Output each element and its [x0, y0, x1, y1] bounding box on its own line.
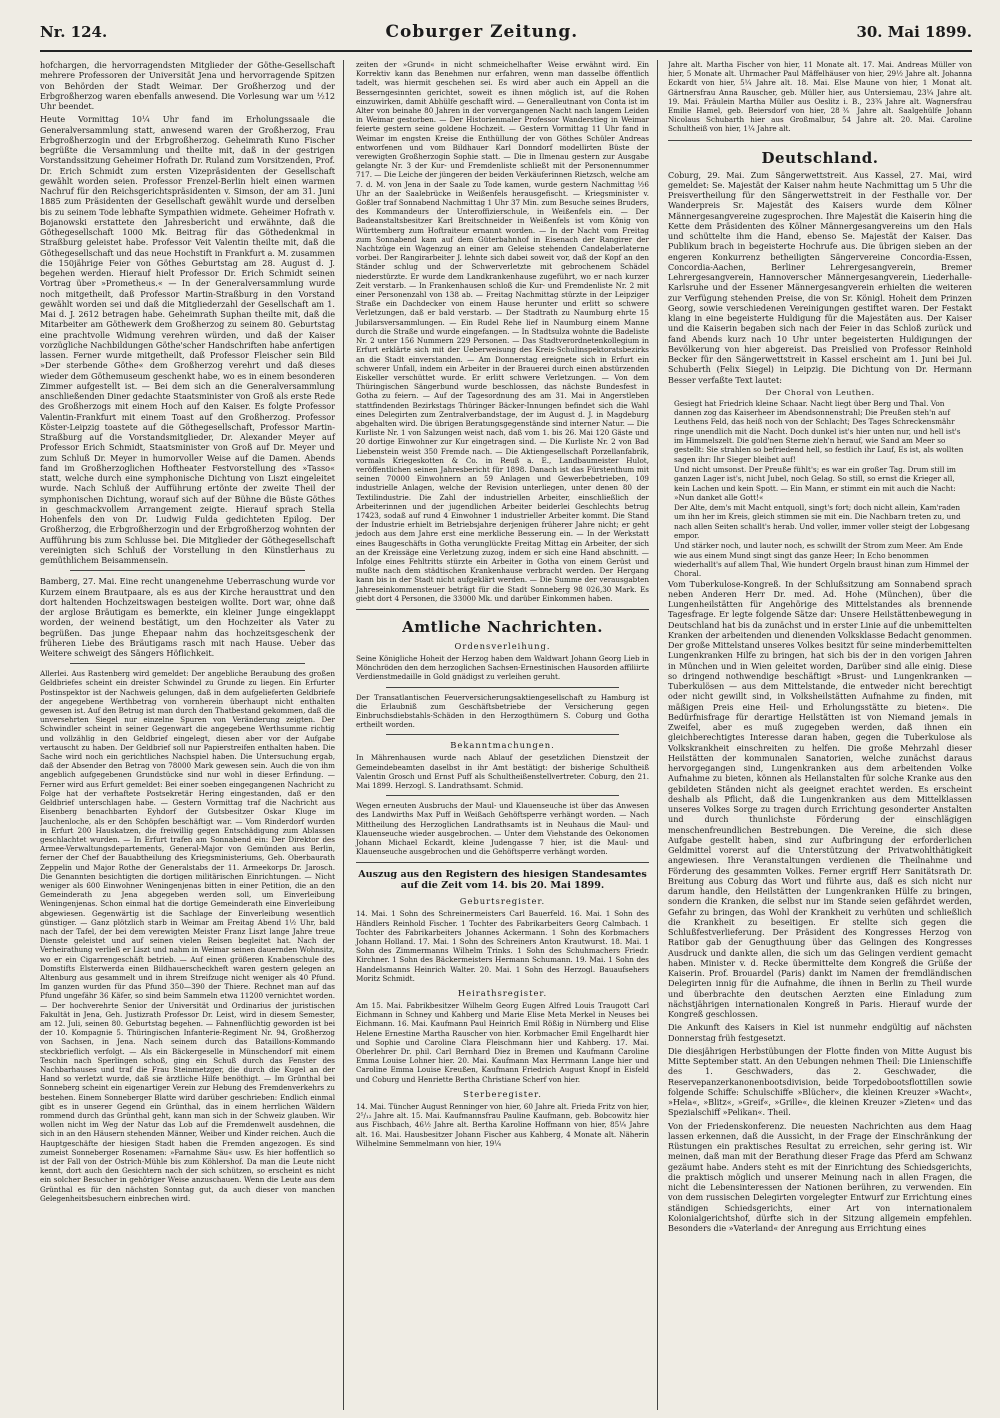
columns	[40, 60, 972, 1410]
divider	[386, 795, 619, 796]
subheading-order: Ordensverleihung.	[454, 640, 551, 651]
section-title-germany: Deutschland.	[761, 148, 879, 167]
divider	[356, 862, 649, 863]
masthead	[40, 22, 972, 52]
registry-deaths-continued: Jahre alt. Martha Fischer von hier, 11 Monate alt. 17. Mai. Andreas Müller von hier, 5 Monate alt. Uhrmacher Paul Mäffelhäuser von hier, 29½ Jahre alt. Johanna Eckardt von hier, 5¼ Jahre alt. 18. Mai. Else Maune von hier, 1 Monat alt. Gärtnersfrau Anna Rauscher, geb. Müller hier, aus Untersiemau, 23¼ Jahre alt. 19. Mai. Fräulein Martha Müller aus Oeslitz i. B., 23¾ Jahre alt. Wagnersfrau Emilie Hamel, geb. Beiersdorf von hier, 28⅗ Jahre alt. Saalgehülfe Johann Nicolaus Schubarth hier aus Großmalbur, 54 Jahre alt. 20. Mai. Caroline Schultheiß von hier, 1¼ Jahre alt.	[668, 60, 972, 134]
registry-marriages: Am 15. Mai. Fabrikbesitzer Wilhelm Georg Eugen Alfred Louis Traugott Carl Eichmann in Schney und Kahberg und Marie Elise Meta Merkel in Neuses bei Eichmann. 16. Mai. Kaufmann Paul Heinrich Emil Rößig in Nürnberg und Elise Helene Ernestine Martha Rauscher von hier. Korbmacher Emil Engelhardt hier und Sophie und Caroline Clara Fleischmann hier und Kahberg. 17. Mai. Oberlehrer Dr. phil. Carl Bernhard Diez in Bremen und Kaufmann Caroline Emma Louise Lohner hier. 20. Mai. Kaufmann Max Herrmann Lange hier und Caroline Emma Louise Kreußen, Kaufmann Friedrich August Knopf in Eisfeld und Coburg und Henriette Bertha Christiane Scherf von hier.	[356, 1001, 649, 1084]
divider	[356, 609, 649, 610]
column-left	[40, 60, 344, 1410]
article-allerlei: Allerlei. Aus Rastenberg wird gemeldet: Der angebliche Beraubung des großen Geldbriefes scheint ein dreister Schwindel zu Grunde zu liegen. Ein Erfurter Postinspektor ist der Nachweis gelungen, daß in dem aufgelieferten Geldbriefe der angegebene Werthbetrag von vornherein überhaupt nicht enthalten gewesen ist. Auf den Betrug ist man durch den Thatbestand gekommen, daß die unversehrten Siegel nur einzelne Spuren von Veränderung zeigten. Der Schwindler scheint in seiner Gegenwart die angegebene Werthsumme richtig und vollzählig in den Geldbrief eingelegt, diesen aber vor der Aufgabe vertauscht zu haben. Der Geldbrief soll nur Papierstreifen enthalten haben. Die Sache wird noch ein gerichtliches Nachspiel haben. Die Untersuchung ergab, daß der Absender den Betrag von 78000 Mark gewesen sein. Auch die von ihm angeblich aufgegebenen Grundstücke sind nur wohl in dieser Erfindung. — Ferner wird aus Erfurt gemeldet: Bei einer soeben eingegangenen Nachricht zu Folge hat der verhaftete Postsekretär Hering eingestanden, daß er den Geldbrief unterschlagen habe. — Gestern Vormittag traf die Nachricht aus Eisenberg benachbarten Eyhdorf der Gutsbesitzer Oskar Kluge im Jauchenloche, als er den Schöpfen beschäftigt war. — Vom Rinderdorf wurden in Erfurt 200 Hauskatzen, die freiwillig gegen Entschädigung zum Ablassen geschlachtet wurden. — In Erfurt trafen am Sonnabend ein: Der Direktor des Armee-Verwaltungsdepartements, General-Major von Gemünden aus Berlin, ferner der Chef der Bauabtheilung des Kriegsministeriums, Geh. Oberbaurath Zeppelin und Major Rothe der Generalstabs der 11. Armeekorps Dr. Jarosch. Die Genannten besichtigten die dortigen militärischen Einrichtungen. — Nicht weniger als 600 Einwohner Weningenjenas bitten in einer Petition, die an den Gemeinderath zu Jena abgegeben werden soll, um Einverleibung Weningenjenas. Schon einmal hat die dortige Gemeinderath eine Einverleibung abgewiesen. Gegenwärtig ist die Sachlage der Einverleibung wesentlich günstiger. — Ganz plötzlich starb in Weimar am Freitag Abend 1½ Uhr, bald nach der Tafel, der bei dem verewigten Meister Franz Liszt lange Jahre treue Dienste geleistet und auf seinen vielen Reisen begleitet hat. Nach der Verheirathung verließ er Liszt und nahm in Weimar seinen dauernden Wohnsitz, wo er ein Cigarrengeschäft betrieb. — Auf einen größeren Knabenschule des Domstifts Elsterwerda einen Bildhauerscheckheft waren gestern gelegen an Altenburg aus gesammelt und in ihrem Streifzuge nicht weniger als 40 Pfund. Im ganzen wurden für das Pfund 350—390 der Thiere. Rechnet man auf das Pfund ungefähr 36 Käfer, so sind beim Sammeln etwa 11200 vernichtet worden. — Der hochverehrte Senior der Universität und Ordinarius der juristischen Fakultät in Jena, Geh. Justizrath Professor Dr. Leist, wird in diesem Semester, am 12. Juli, seinen 80. Geburtstag begehen. — Fahnenflüchtig geworden ist bei der 10. Kompagnie 5. Thüringischen Infanterie-Regiment Nr. 94, Großherzog von Sachsen, in Jena. Nach seinem durch das Bataillons-Kommando steckbrieflich verfolgt. — Als ein Bäckergeselle in Münschendorf mit einem Teschin nach Sperlingen schoß, ging ein Schuß durch das Fenster des Nachbarhauses und traf die Frau Steinmetzger, die durch die Kugel an der Hand so verletzt wurde, daß sie ärztliche Hilfe benöthigt. — Im Grünthal bei Sonneberg scheint ein eigenartiger Verein zur Hebung des Fremdenverkehrs zu bestehen. Einem Sonneberger Blatte wird darüber geschrieben: Endlich einmal gibt es in unserer Gegend ein Grünthal, das in einem herrlichen Wäldern rommend durch das Grünthal geht, kann man sich in der Schweiz glauben. Wir wollen nicht im Weg der Natur das Lob auf die Fremdenwelt ausdehnen, die sich in an den Häusern stehenden Männer, Weiber und Kinder reichen. Auch die Hauptgeschäfte der hiesigen Stadt haben die Fremden angezogen. Es sind zumeist Sonneberger Rosenamen: »Farnahme Säu« usw. Es hier hoffentlich so ist der Fall von der Ostrich-Mühle bis zum Köhlershof. Da man die Leute nicht kennt, dort auch den Gesichtern nach der sich schützen, so erscheint es nicht ein solcher Besucher in gehöriger Weise anzuschauen. Wenn die Leute aus dem Grünthal es für den nächsten Sonntag gut, da auch dieser von manchen Gelegenheitsbesuchern einbrechen wird.	[40, 669, 335, 1203]
article-kaiser-kiel: Die Ankunft des Kaisers in Kiel ist nunmehr endgültig auf nächsten Donnerstag früh festgesetzt.	[668, 1022, 972, 1043]
divider	[386, 687, 619, 688]
poem-stanza-1: Gesiegt hat Friedrich kleine Schaar. Nacht liegt über Berg und Thal. Von dannen zog das Kaiserheer im Abendsonnenstrahl; Die Preußen steh'n auf Leuthens Feld, das heiß noch von der Schlacht; Des Tages Schreckensmähr ringe unendlich mit die Nacht. Doch dunkel ist's hier unten nur, und hell ist's im Himmelszelt. Die gold'nen Sterne zieh'n herauf, wie Sand am Meer so gestellt: Sie strahlen so befriedend hell, so festlich ihr Lauf, Es ist, als wollten sagen ihr: Ihr Sieger bleibet auf!	[674, 398, 964, 464]
poem-stanza-2: Und nicht umsonst. Der Preuße fühlt's; es war ein großer Tag. Drum still im ganzen Lager ist's, nicht Jubel, noch Gelag. So still, so ernst die Krieger all, kein Lachen und kein Spott. — Ein Mann, er stimmt ein mit auch die Nacht: »Nun danket alle Gott!«	[674, 464, 956, 502]
poem-stanza-4: Und stärker noch, und lauter noch, es schwillt der Strom zum Meer. Am Ende wie aus einem Mund singt singt das ganze Heer; In Echo benommen wiederhallt's auf allem Thal, Wie hundert Orgeln braust hinan zum Himmel der Choral.	[674, 541, 969, 579]
article-bamberg: Bamberg, 27. Mai. Eine recht unangenehme Ueberraschung wurde vor Kurzem einem Brautpaare, als es aus der Kirche herausttrat und den dort haltenden Hochzeitswagen besteigen wollte. Dort war, ohne daß der arglose Bräutigam es bemerkte, ein kleiner Junge eingeklappt worden, der weinend bestätigt, um den Hochzeiter als Vater zu begrüßen. Das junge Ehepaar nahm das hochzeitsgeschenk der früheren Liebe des Bräutigams rasch mit nach Hause. Ueber das Weitere schweigt des Sängers Höflichkeit.	[40, 576, 335, 658]
divider	[668, 140, 972, 141]
article-singing-contest: Coburg, 29. Mai. Zum Sängerwettstreit. Aus Kassel, 27. Mai, wird gemeldet: Se. Majestät der Kaiser nahm heute Nachmittag um 5 Uhr die Preisvertheilung für den Sängerwettstreit in der Festhalle vor. Der Wanderpreis Sr. Majestät des Kaisers wurde dem Kölner Männergesangvereine zugesprochen. Ihre Majestät die Kaiserin hing die Kette dem Präsidenten des Kölner Männergesangvereins um den Hals und schüttelte ihm die Hand, ebenso Se. Majestät der Kaiser. Das Publikum brach in begeisterte Hochrufe aus. Die übrigen sieben an der engeren Konkurrenz betheiligten Sängervereine Concordia-Essen, Concordia-Aachen, Berliner Lehrergesangverein, Bremer Lehrergesangverein, Hannoverscher Männergesangverein, Liederhalle-Karlsruhe und der Essener Männergesangverein erhielten die weiteren zur Verfügung stehenden Preise, die von Sr. Königl. Hoheit dem Prinzen Georg, sowie verschiedenen Vereinigungen gestiftet waren. Der Festakt klang in eine begeisterte Huldigung für die Majestäten aus. Der Kaiser und die Kaiserin begaben sich nach der Feier in das Schloß zurück und fand Abends kurz nach 10 Uhr unter begeisterten Huldigungen der Bevölkerung von hier abgereist. Das Preislied von Professor Reinhold Becker für den Sängerwettstreit in Kassel erscheint am 1. Juni bei Jul. Schuberth (Felix Siegel) in Leipzig. Die Dichtung von Dr. Hermann Besser verfaßte Text lautet:	[668, 169, 972, 385]
registry-title: Auszug aus den Registern des hiesigen Standesamtes auf die Zeit vom 14. bis 20. Mai 1899.	[358, 869, 647, 892]
notice-foot-and-mouth: Wegen erneuten Ausbruchs der Maul- und Klauenseuche ist über das Anwesen des Landwirths Max Puff in Weißach Gehöftsperre verhängt worden. — Nach Mittheilung des Herzoglichen Landrathsamts ist in Neuhaus die Maul- und Klauenseuche wieder ausgebrochen. — Unter dem Viehstande des Oekonomen Johann Michael Eckardt, kleine Judengasse 7 hier, ist die Maul- und Klauenseuche ausgebrochen und die Gehöftsperre verhängt worden.	[356, 801, 649, 857]
poem-stanza-3: Der Alte, dem's mit Macht entquoll, singt's fort; doch nicht allein, Kam'raden um ihn her im Kreis, gleich stimmen sie mit ein. Die Nachbarn treten zu, und nach allen Seiten schallt's herab. Und voller, immer voller steigt der Lobgesang empor.	[674, 503, 970, 541]
divider	[386, 734, 619, 735]
poem-title: Der Choral von Leuthen.	[765, 387, 875, 397]
article-goethe-general-assembly: Heute Vormittag 10¼ Uhr fand im Erholungssaale die Generalversammlung statt, anwesend waren der Großherzog, Frau Erbgroßherzogin und der Erbgroßherzog. Geheimrath Kuno Fischer begrüßte die Versammlung und theilte mit, daß in der gestrigen Vorstandssitzung Geheimer Hofrath Dr. Ruland zum Vorsitzenden, Prof. Dr. Erich Schmidt zum ersten Vizepräsidenten der Gesellschaft gewählt worden seien. Professor Frenzel-Berlin hielt einen warmen Nachruf für den Reichsgerichtspräsidenten v. Simson, der am 31. Juni 1885 zum Präsidenten der Gesellschaft gewählt wurde und derselben bis zu seinem Tode lebhafte Sympathien widmete. Geheimer Hofrath v. Bojanowski erstattete den Jahresbericht und erwähnte, daß die Göthegesellschaft 1000 Mk. Beitrag für das Göthedenkmal in Straßburg geleistet habe. Professor Veit Valentin theilte mit, daß die Göthegesellschaft und das neue Hochstift in Frankfurt a. M. zusammen die 150jährige Feier von Göthes Geburtstag am 28. August d. J. begehen werden. Hierauf hielt Professor Dr. Erich Schmidt seinen Vortrag über »Prometheus.« — In der Generalversammlung wurde noch mitgetheilt, daß Professor Martin-Straßburg in den Vorstand gewählt worden sei und daß die Mitgliederzahl der Gesellschaft am 1. Mai d. J. 2612 betragen habe. Geheimrath Suphan theilte mit, daß die Mitarbeiter am Göthewerk dem Großherzog zu seinem 80. Geburtstag eine prachtvolle Widmung verehren würden, und daß der Kaiser vorzügliche Nachbildungen Göthe'scher Handschriften habe anfertigen lassen. Ferner wurde mitgetheilt, daß Professor Fleischer sein Bild »Der sterbende Göthe« dem Großherzog verehrt und daß dieses wieder dem Göthemuseum geschenkt habe, wo es in einem besonderen Zimmer aufgestellt ist. — Bei dem sich an die Generalversammlung anschließenden Diner gedachte Staatsminister von Groß als erste Rede des Großherzogs mit einem Hoch auf den Kaiser. Es folgte Professor Valentin-Frankfurt mit einem Toast auf den Großherzog. Professor Köster-Leipzig toastete auf die Göthegesellschaft, Professor Martin-Straßburg auf die Vorstandsmitglieder, Dr. Alexander Meyer auf Professor Erich Schmidt, Staatsminister von Groß auf Dr. Meyer und zum Schluß Dr. Meyer in humorvoller Weise auf die Damen. Abends fand im Großherzoglichen Hoftheater Festvorstellung des »Tasso« statt, welche durch eine symphonische Dichtung von Liszt eingeleitet wurde. Nach Schluß der Aufführung ertönte der zweite Theil der symphonischen Dichtung, worauf sich auf der Bühne die Büste Göthes in geschmackvollem Arrangement zeigte. Hierauf sprach Stella Hohenfels den von Dr. Ludwig Fulda gedichteten Epilog. Der Großherzog, die Erbgroßherzogin und der Erbgroßherzog wohnten der Aufführung bis zum Schlusse bei. Die Mitglieder der Göthegesellschaft vereinigten sich Schluß der Vorstellung in den Künstlerhaus zu gemüthlichem Beisammensein.	[40, 114, 335, 565]
registry-deaths: 14. Mai. Tüncher August Renninger von hier, 60 Jahre alt. Frieda Fritz von hier, 2⁵/₁₂ Jahre alt. 15. Mai. Kaufmannsfrau Pauline Kaufmann, geb. Bobcowitz hier aus Fischbach, 46½ Jahre alt. Bertha Karoline Hoffmann von hier, 85¼ Jahre alt. 16. Mai. Hausbesitzer Johann Fischer aus Kahberg, 4 Monate alt. Näherin Wilhelmine Semmelmann von hier, 19¼	[356, 1101, 649, 1148]
notice-order-award: Seine Königliche Hoheit der Herzog haben dem Waldwart Johann Georg Lieb in Mönchröden den dem herzoglichen Sachsen-Ernestinischen Hausorden affiliirte Verdienstmedaille in Gold gnädigst zu verleihen geruht.	[356, 653, 649, 682]
notice-insurance: Der Transatlantischen Feuerversicherungsaktiengesellschaft zu Hamburg ist die Erlaubniß zum Geschäftsbetriebe der Versicherung gegen Einbruchsdiebstahls-Schäden in den Herzogthümern S. Coburg und Gotha ertheilt worden.	[356, 692, 649, 730]
article-goethe-society-start: hofchargen, die hervorragendsten Mitglieder der Göthe-Gesellschaft mehrere Professoren der Universität Jena und hervorragende Spitzen von Behörden der Stadt Weimar. Der Großherzog und der Erbgroßherzog waren ebenfalls anwesend. Die Vorlesung war um ½12 Uhr beendet.	[40, 60, 335, 111]
subheading-marriages: Heirathsregister.	[457, 988, 548, 999]
registry-births: 14. Mai. 1 Sohn des Schreinermeisters Carl Bauerfeld. 16. Mai. 1 Sohn des Händlers Reinhold Fischer. 1 Tochter des Fabrikarbeiters Georg Calmbach. 1 Tochter des Fabrikarbeiters Johannes Ackermann. 1 Sohn des Korbmachers Johann Holland. 17. Mai. 1 Sohn des Schreiners Anton Krautwurst. 18. Mai. 1 Sohn des Zimmermanns Wilhelm Trinks. 1 Sohn des Schuhmachers Friedr. Kirchner. 1 Sohn des Bäckermeisters Hermann Schumann. 19. Mai. 1 Sohn des Handelsmanns Heinrich Walter. 20. Mai. 1 Sohn des Herzogl. Bauaufsehers Moritz Schmidt.	[356, 909, 649, 983]
article-fleet-exercises: Die diesjährigen Herbstübungen der Flotte finden von Mitte August bis Mitte September statt. An den Uebungen nehmen Theil: Die Linienschiffe des 1. Geschwaders, das 2. Geschwader, die Reservepanzerkanonenbootsdivision, beide Torpedobootsflottillen sowie folgende Schiffe: Schulschiffe »Blücher«, die kleinen Kreuzer »Wacht«, »Hela«, »Blitz«, »Greif«, »Grille«, die kleinen Kreuzer »Zieten« und das Spezialschiff »Pelikan«. Theil.	[668, 1045, 972, 1118]
article-tuberculosis-congress: Vom Tuberkulose-Kongreß. In der Schlußsitzung am Sonnabend sprach neben Anderen Herr Dr. med. Ad. Hohe (München), über die Lungenheilstätten für Angehörige des Mittelstandes als brennende Tagesfrage. Er legte folgende Sätze dar: Unsere Heilstättenbewegung in Deutschland hat bis da zunächst und in erster Linie auf die unbemittelten Kranken der arbeitenden und dienenden Volksklasse Bedacht genommen. Der große Mittelstand unseres Volkes besitzt für seine minderbemittelten Lungenkranken Hilfe zu bringen, hat sich bis der in den vorigen Jahren in München und in Wien geleitet worden, Darüber sind alle einig. Diese so dringend nothwendige beschäftigt »Brust- und Lungenkranken — Tuberkulösen — aus dem Mittelstande, die entweder nicht berechtigt oder nicht gewillt sind, in Volksheilstätten Aufnahme zu finden, mit mäßigen Preis eine Heil- und Erholungsstätte zu bieten«. Die Bedürfnisfrage für derartige Heilstätten ist von Niemand jemals in Zweifel, aber es muß zugegeben werden, daß ihnen ein gleichberechtigtes Interesse daran haben, gegen die Tuberkulose als Volkskrankheit einschreiten zu helfen. Die große Mehrzahl dieser Heilstätten der kommunalen Sanatorien, welche zunächst daraus hervorgegangen sind, Lungenkranken aus dem arbeitenden Volke Aufnahme zu bieten, können als Heilanstalten für solche Kranke aus den gebildeten Ständen nicht als geeignet erachtet werden. Es erscheint deshalb als Pflicht, daß die Lungenkranken aus dem Mittelklassen unseres Volkes Sorge zu tragen durch Errichtung gesonderter Anstalten und durch thunlichste Förderung der einschlägigen menschenfreundlichen Bestrebungen. Die Vereine, die sich diese Aufgabe gestellt haben, sind zur Aufbringung der erforderlichen Geldmittel vorerst auf die Unterstützung der Privatwohlthätigkeit angewiesen. Ihre Veranstaltungen verdienen die Theilnahme und Förderung des gesammten Volkes. Ferner ergriff Herr Sanitätsrath Dr. Breitung aus Coburg das Wort und führte aus, daß es sich nicht nur darum handle, den Heilstätten der Lungenkranken Hülfe zu bringen, sondern die Kranken, die selbst nur im Stande seien gefährdet werden, Gefahr zu bringen, das Wohl der Krankheit zu verhüten und schließlich die Krankheit zu beseitigen. Er stellte sich gegen die Schlußfestverlieferung. Der Präsident des Kongresses Herzog von Ratibor gab der Genugthuung über das Gelingen des Kongresses Ausdruck und dankte allen, die sich um das Gelingen verdient gemacht haben. Minister v. d. Recke übermittelte dem Kongreß die Grüße der Kaiserin. Prof. Brouardel (Paris) dankt im Namen der fremdländischen Delegirten innig für die Aufnahme, die ihnen in Berlin zu Theil wurde und überbrachte den deutschen Aerzten eine Einladung zum nächstjährigen internationalen Kongreß in Paris. Hierauf wurde der Kongreß geschlossen.	[668, 578, 972, 1020]
issue-number: Nr. 124.	[40, 23, 108, 41]
article-peace-conference: Von der Friedenskonferenz. Die neuesten Nachrichten aus dem Haag lassen erkennen, daß die Aussicht, in der Frage der Einschränkung der Rüstungen ein praktisches Resultat zu erreichen, sehr gering ist. Wir meinen, daß man mit der Berathung dieser Frage das Pferd am Schwanz gezäumt habe. Anders steht es mit der Einrichtung des Schiedsgerichts, die praktisch möglich und unserer Meinung nach in allen Fragen, die nicht die Lebensinteressen der Nationen berühren, zu verwenden. Ein von dem russischen Delegirten vorgelegter Entwurf zur Errichtung eines ständigen Schiedsgerichts, einer Art von internationalem Kolonialgerichtshof, dürfte sich in der Sitzung allgemein empfehlen. Besonders die »Vaterland« der Anregung aus Errichtung eines	[668, 1120, 972, 1234]
divider	[70, 570, 305, 571]
section-title-official: Amtliche Nachrichten.	[402, 617, 603, 636]
subheading-deaths: Sterberegister.	[463, 1088, 542, 1099]
subheading-births: Geburtsregister.	[459, 896, 546, 907]
column-right	[668, 60, 972, 1410]
newspaper-title: Coburger Zeitung.	[385, 22, 579, 42]
subheading-announcements: Bekanntmachungen.	[450, 740, 555, 751]
issue-date: 30. Mai 1899.	[856, 23, 972, 41]
divider	[70, 663, 305, 664]
column-middle	[354, 60, 658, 1410]
article-regional-news: zeiten der »Grund« in nicht schmeichelhafter Weise erwähnt wird. Ein Korrektiv kann das Benehmen nur erfahren, wenn man dasselbe öffentlich tadelt, was hiermit geschehen sei. Es wird aber auch ein Appell an die Besserngesinnten gerichtet, soweit es ihnen möglich ist, auf die Rohen einzuwirken, damit Abhülfe geschafft wird. — Generalleutnant von Conta ist im Alter von beinahe 80 Jahren in der vorvergangenen Nacht nach langem Leiden in Weimar gestorben. — Der Historienmaler Professor Wanderstieg in Weimar feierte gestern seine goldene Hochzeit. — Gestern Vormittag 11 Uhr fand in Weimar im engsten Kreise die Enthüllung der von Göthes Schüler Andreas entworfenen und vom Bildhauer Karl Donndorf modellirten Büste der verewigten Großherzogin Sophie statt. — Die in Ilmenau gestern zur Ausgabe gelangte Nr. 3 der Kur- und Fremdenliste schließt mit der Personennummer 717. — Die Leiche der jüngeren der beiden Verkäuferinnen Rietzsch, welche am 7. d. M. von Jena in der Saale zu Tode kamen, wurde gestern Nachmittag ½6 Uhr an der Saalebrücke in Weißenfels herausgefischt. — Kriegsminister v. Goßler traf Sonnabend Nachmittag 1 Uhr 37 Min. zum Besuche seines Bruders, des Kommandeurs der Unteroffizierschule, in Weißenfels ein. — Der Badeanstaltsbesitzer Karl Breitschneider in Weißenfels ist vom König von Württemberg zum Hoftraiteur ernannt worden. — In der Nacht vom Freitag zum Sonnabend kam auf dem Güterbahnhof in Eisenach der Rangirer der Nachtzüge ein Wagenzug an einer am Geleise stehenden Candelaberlaterne vorbei. Der Rangirarbeiter J. lehnte sich dabei soweit vor, daß der Kopf an den Ständer schlug und der Schwerverletzte mit gebrochenem Schädel niederstürzte. Er wurde dem Landkrankenhause zugeführt, wo er nach kurzer Zeit verstarb. — In Frankenhausen schloß die Kur- und Fremdenliste Nr. 2 mit einer Personenzahl von 138 ab. — Freitag Nachmittag stürzte in der Leipziger Straße ein Dachdecker von einem Hause herunter und erlitt so schwere Verletzungen, daß er bald verstarb. — Der Stadtrath zu Naumburg ehrte 15 Jubilarsversammlungen. — Ein Rudel Rehe lief in Naumburg einem Manne durch die Straße und wurde eingefangen. — In Stadtsulza wohnte die Badeliste Nr. 2 unter 156 Nummern 229 Personen. — Das Stadtverordnetenkollegium in Erfurt erklärte sich mit der Ueberweisung des Kreis-Schulinspektoratsbezirks an die Stadt einverstanden. — Am Donnerstag ereignete sich in Erfurt ein schwerer Unfall, indem ein Arbeiter in der Brauerei durch einen abstürzenden Eiskeller verschüttet wurde. Er erlitt schwere Verletzungen. — Von dem Thüringischen Sängerbund wurde beschlossen, das nächste Bundesfest in Gotha zu feiern. — Auf der Tagesordnung des am 31. Mai in Angerstleben stattfindenden Bezirkstags Thüringer Bäcker-Innungen befindet sich die Wahl eines Delegirten zum Zentralverbandstage, der im August d. J. in Magdeburg abgehalten wird. Die übrigen Beratungsgegenstände sind interner Natur. — Die Kurliste Nr. 1 von Salzungen weist nach, daß vom 1. bis 26. Mai 120 Gäste und 20 dortige Einwohner zur Kur eingetragen sind. — Die Kurliste Nr. 2 von Bad Liebenstein weist 350 Fremde nach. — Die Aktiengesellschaft Porzellanfabrik, vormals Kriegeskotten & Co. in Reuß a. E., Landbaumeister Hulot, veröffentlichen seinen Jahresbericht für 1898. Danach ist das Fürstenthum mit seinen 70000 Einwohnern an 59 Anlagen und Gewerbebetrieben, 109 industrielle Anlagen, welche der Revision unterliegen, unter denen 80 der Textilindustrie. Die Zahl der industriellen Arbeiter, einschließlich der Arbeiterinnen und der jugendlichen Arbeiter beiderlei Geschlechts betrug 17423, sodaß auf rund 4 Einwohner 1 industrieller Arbeiter kommt. Die Stand der Industrie erhielt im Betriebsjahre derjenigen früherer Jahre nicht; er geht jedoch aus dem Jahre erst eine merkliche Besserung ein. — In der Werkstatt eines Baugeschäfts in Gotha verunglückte Freitag Mittag ein Arbeiter, der sich an der Kreissäge eine Verletzung zuzog, indem er sich eine Hand abschnitt. — Infolge eines Fehltritts stürzte ein Arbeiter in Gotha von einem Gerüst und mußte nach dem städtischen Krankenhause verbracht werden. Der Hergang kann bis in der Stadt nicht aufgeklärt werden. — Die Summe der verausgabten Jahreseinkommensteuer beträgt für die Stadt Sonneberg 98 026,30 Mark. Es giebt dort 4 Personen, die 33000 Mk. und darüber Einkommen haben.	[356, 60, 650, 603]
notice-mayor: In Mährenhausen wurde nach Ablauf der gesetzlichen Dienstzeit der Gemeindebeamten daselbst in ihr Amt bestätigt: der bisherige Schultheiß Valentin Grosch und Ernst Puff als Schultheißenstellvertreter. Coburg, den 21. Mai 1899. Herzogl. S. Landrathsamt. Schmid.	[356, 753, 649, 791]
